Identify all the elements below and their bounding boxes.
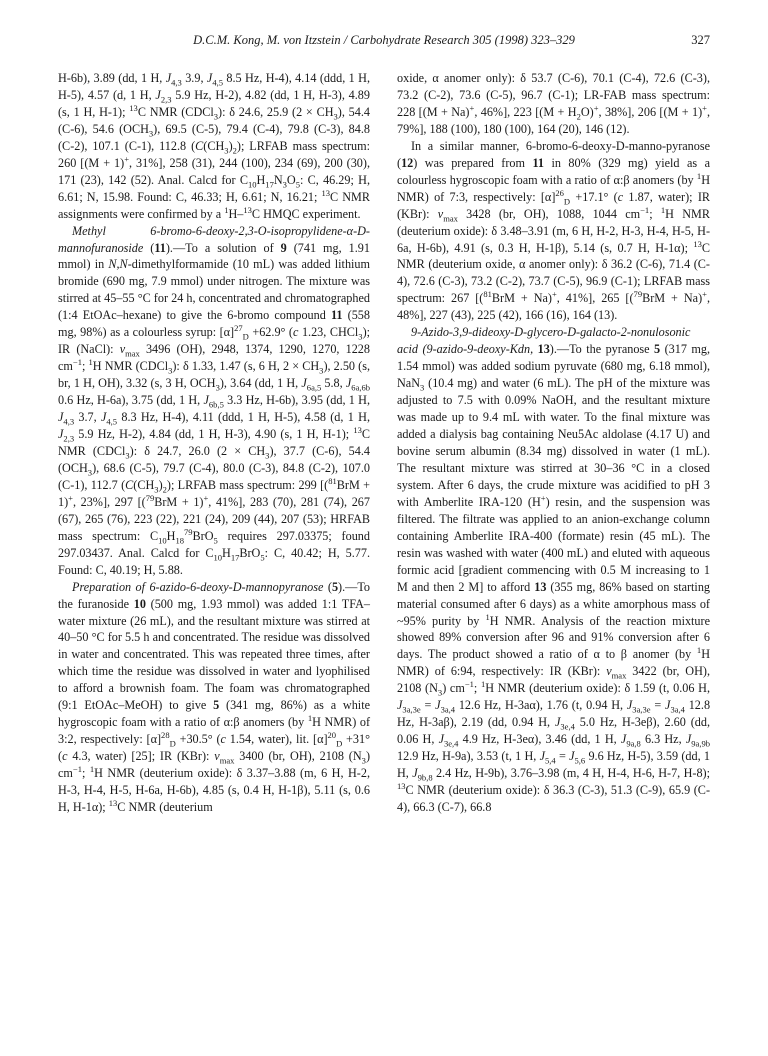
running-title: D.C.M. Kong, M. von Itzstein / Carbohydrate Research 305 (1998) 323–329	[193, 33, 575, 47]
page-number: 327	[691, 33, 710, 47]
paragraph-p3: Preparation of 6-azido-6-deoxy-D-mannopyranose (5).—To the furanoside 10 (500 mg, 1.93 mmol) was added 1:1 TFA–water mixture (26 mL), and the resultant mixture was stirred at 40–50 °C for 5.5 h and concentrated. The residue was dissolved in water and concentrated. This was repeated three times, after which time the residue was dissolved in water and lyophilised to afford a brownish foam. The foam was chromatographed (9:1 EtOAc–MeOH) to give 5 (341 mg, 86%) as a white hygroscopic foam with a ratio of α:β anomers (by $^1$H NMR) of 3:2, respectively: $[\alpha]^{28}_D +30.5^\circ$ (c 1.54, water), lit. $[\alpha]^{20}_D +31^\circ$ (c 4.3, water) [25]; IR (KBr): $\nu_{max}$ 3400 (br, OH), 2108 $(N_3)$ $cm^{-1}$; $^1$H NMR (deuterium oxide): δ 3.37–3.88 (m, 6 H, H-2, H-3, H-4, H-5, H-6a, H-6b), 4.85 (s, 0.4 H, H-1β), 5.11 (s, 0.6 H, H-1α); $^{13}$C NMR (deuterium	[58, 579, 371, 814]
paragraph-p1: H-6b), 3.89 (dd, 1 H, $J_{4,3}$ 3.9, $J_{4,5}$ 8.5 Hz, H-4), 4.14 (ddd, 1 H, H-5), 4.57 (d, 1 H, $J_{2,3}$ 5.9 Hz, H-2), 4.82 (dd, 1 H, H-3), 4.89 (s, 1 H, H-1); $^{13}$C NMR (CDCl$_3$): δ 24.6, 25.9 $(2 \times CH_3)$, 54.4 (C-6), 54.6 $(OCH_3)$, 69.5 (C-5), 79.4 (C-4), 79.8 (C-3), 84.8 (C-2), 107.1 (C-1), 112.8 $(C(CH_3)_2)$; LRFAB mass spectrum: 260 [(M + 1)+, 31%], 258 (31), 244 (100), 234 (69), 200 (30), 171 (23), 142 (52). Anal. Calcd for $C_{10}H_{17}N_3O_5$: C, 46.29; H, 6.61; N, 15.98. Found: C, 46.33; H, 6.61; N, 16.21; $^{13}$C NMR assignments were confirmed by a $^1$H–$^{13}$C HMQC experiment.	[58, 71, 371, 221]
running-header	[58, 33, 710, 53]
paragraph-p2: Methyl 6-bromo-6-deoxy-2,3-O-isopropylidene-α-D-mannofuranoside (11).—To a solution of 9 (741 mg, 1.91 mmol) in N,N-dimethylformamide (10 mL) was added lithium bromide (690 mg, 7.9 mmol) under nitrogen. The mixture was stirred at 45–55 °C for 24 h, concentrated and chromatographed (1:4 EtOAc–hexane) to give the 6-bromo compound 11 (558 mg, 98%) as a colourless syrup: $[\alpha]^{27}_D +62.9^\circ$ (c 1.23, CHCl$_3$); IR (NaCl): $\nu_{max}$ 3496 (OH), 2948, 1374, 1290, 1270, 1228 $cm^{-1}$; $^1$H NMR (CDCl$_3$): δ 1.33, 1.47 (s, 6 H, $2 \times CH_3$), 2.50 (s, br, 1 H, OH), 3.32 (s, 3 H, $OCH_3$), 3.64 (dd, 1 H, $J_{6a,5}$ 5.8, $J_{6a,6b}$ 0.6 Hz, H-6a), 3.75 (dd, 1 H, $J_{6b,5}$ 3.3 Hz, H-6b), 3.95 (dd, 1 H, $J_{4,3}$ 3.7, $J_{4,5}$ 8.3 Hz, H-4), 4.11 (ddd, 1 H, H-5), 4.58 (d, 1 H, $J_{2,3}$ 5.9 Hz, H-2), 4.84 (dd, 1 H, H-3), 4.90 (s, 1 H, H-1); $^{13}$C NMR (CDCl$_3$): δ 24.7, 26.0 $(2 \times CH_3)$, 37.7 (C-6), 54.4 $(OCH_3)$, 68.6 (C-5), 79.7 (C-4), 80.0 (C-3), 84.8 (C-2), 107.0 (C-1), 112.7 $(C(CH_3)_2)$; LRFAB mass spectrum: 299 [($^{81}$BrM + 1)+, 23%], 297 [($^{79}$BrM + 1)+, 41%], 283 (70), 281 (74), 267 (67), 265 (76), 223 (22), 221 (24), 209 (44), 207 (53); HRFAB mass spectrum: $C_{10}H_{18}^{79}BrO_5$ requires 297.03375; found 297.03437. Anal. Calcd for $C_{10}H_{17}BrO_5$: C, 40.42; H, 5.77. Found: C, 40.19; H, 5.88.	[58, 223, 371, 577]
left-column	[58, 70, 370, 816]
paragraph-p6: 9-Azido-3,9-dideoxy-D-glycero-D-galacto-2-nonulosonic acid (9-azido-9-deoxy-Kdn, 13).—To the pyranose 5 (317 mg, 1.54 mmol) was added sodium pyruvate (680 mg, 6.18 mmol), NaN$_3$ (10.4 mg) and water (6 mL). The pH of the mixture was adjusted to 7.5 with 0.09% NaOH, and the resultant mixture was made up to 9.4 mL with water. To the final mixture was added a dialysis bag containing Neu5Ac aldolase (4.17 U) and bovine serum albumin (8.34 mg) dissolved in water (1 mL). The resultant mixture was stirred at 30–36 °C in a closed system. After 6 days, the crude mixture was acidified to pH 3 with Amberlite IRA-120 (H+) resin, and the suspension was filtered. The filtrate was applied to an anion-exchange column containing Amberlite IRA-400 (formate) resin (45 mL). The resin was washed with water (400 mL) and eluted with aqueous formic acid [gradient commencing with 0.5 M increasing to 1 M and then 2 M] to afford 13 (355 mg, 86% based on starting material consumed after 6 days) as a white amorphous mass of ~95% purity by $^1$H NMR. Analysis of the reaction mixture showed 89% conversion after 96 and 91% conversion after 6 days. The product showed a ratio of α to β anomer (by $^1$H NMR) of 6:94, respectively: IR (KBr): $\nu_{max}$ 3422 (br, OH), 2108 $(N_3)$ $cm^{-1}$; $^1$H NMR (deuterium oxide): δ 1.59 (t, 0.06 H, $J_{3a,3e} = J_{3a,4}$ 12.6 Hz, H-3aα), 1.76 (t, 0.94 H, $J_{3a,3e} = J_{3a,4}$ 12.8 Hz, H-3aβ), 2.19 (dd, 0.94 H, $J_{3e,4}$ 5.0 Hz, H-3eβ), 2.60 (dd, 0.06 H, $J_{3e,4}$ 4.9 Hz, H-3eα), 3.46 (dd, 1 H, $J_{9a,8}$ 6.3 Hz, $J_{9a,9b}$ 12.9 Hz, H-9a), 3.53 (t, 1 H, $J_{5,4} = J_{5,6}$ 9.6 Hz, H-5), 3.59 (dd, 1 H, $J_{9b,8}$ 2.4 Hz, H-9b), 3.76–3.98 (m, 4 H, H-4, H-6, H-7, H-8); $^{13}$C NMR (deuterium oxide): δ 36.3 (C-3), 51.3 (C-9), 65.9 (C-4), 66.3 (C-7), 66.8	[397, 325, 711, 814]
paragraph-p4: oxide, α anomer only): δ 53.7 (C-6), 70.1 (C-4), 72.6 (C-3), 73.2 (C-2), 73.6 (C-5), 96.7 (C-1); LR-FAB mass spectrum: 228 [(M + Na)+, 46%], 223 [$(M + H_2O)^+$, 38%], 206 [(M + 1)+, 79%], 188 (100), 180 (100), 164 (20), 146 (12).	[397, 71, 710, 136]
paragraph-p5: In a similar manner, 6-bromo-6-deoxy-D-manno-pyranose (12) was prepared from 11 in 80% (329 mg) yield as a colourless hygroscopic foam with a ratio of α:β anomers (by $^1$H NMR) of 7:3, respectively: $[\alpha]^{26}_D +17.1^\circ$ (c 1.87, water); IR (KBr): $\nu_{max}$ 3428 (br, OH), 1088, 1044 $cm^{-1}$; $^1$H NMR (deuterium oxide): δ 3.48–3.91 (m, 6 H, H-2, H-3, H-4, H-5, H-6a, H-6b), 4.91 (s, 0.3 H, H-1β), 5.14 (s, 0.7 H, H-1α); $^{13}$C NMR (deuterium oxide, α anomer only): δ 36.2 (C-6), 71.4 (C-4), 72.6 (C-3), 73.2 (C-2), 73.7 (C-5), 96.9 (C-1); LRFAB mass spectrum: 267 [($^{81}$BrM + Na)+, 41%], 265 [($^{79}$BrM + Na)+, 48%], 227 (43), 225 (42), 166 (16), 164 (13).	[397, 138, 711, 323]
right-column	[397, 70, 710, 816]
